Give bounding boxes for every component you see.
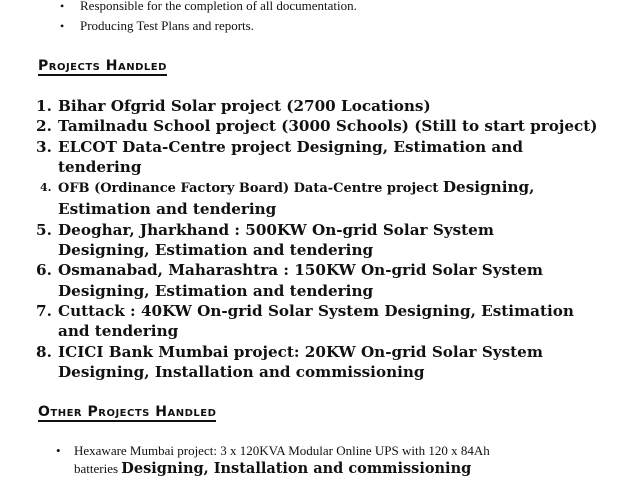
item-text: Cuttack : 40KW On-grid Solar System Designing, Estimation <box>58 301 574 320</box>
list-item-text: Hexaware Mumbai project: 3 x 120KVA Modular Online UPS with 120 x 84Ah <box>74 443 490 458</box>
projects-heading: Projects Handled <box>38 58 167 74</box>
list-item <box>60 0 357 16</box>
item-text: Deoghar, Jharkhand : 500KW On-grid Solar System <box>58 220 494 239</box>
bullet-icon: • <box>56 443 61 458</box>
list-item-text: Producing Test Plans and reports. <box>80 18 254 33</box>
list-item <box>60 16 357 36</box>
item-text: ELCOT Data-Centre project Designing, Estimation and <box>58 137 523 156</box>
item-text: Designing, <box>442 178 535 197</box>
item-number: 7. <box>36 301 52 320</box>
item-number: 4. <box>40 181 52 195</box>
list-item-text: batteries <box>74 461 122 476</box>
item-text: OFB (Ordinance Factory Board) Data-Centre project <box>58 181 443 197</box>
item-text: Osmanabad, Maharashtra : 150KW On-grid Solar System <box>58 261 543 280</box>
projects-list <box>36 96 636 382</box>
project-item <box>36 260 636 301</box>
item-number: 1. <box>36 97 52 115</box>
item-text: Designing, Installation and commissioning <box>58 362 425 381</box>
bullet-icon: • <box>60 0 65 13</box>
item-text: Bihar Ofgrid Solar project (2700 Locations) <box>58 97 431 115</box>
list-item-text: Responsible for the completion of all documentation. <box>80 0 357 13</box>
project-item <box>36 177 636 220</box>
item-text: Tamilnadu School project (3000 Schools) (Still to start project) <box>58 117 598 136</box>
list-item-bold-text: Designing, Installation and commissioning <box>121 460 472 477</box>
project-item <box>36 96 636 116</box>
project-item <box>36 220 636 261</box>
item-text: and tendering <box>58 322 179 341</box>
item-number: 2. <box>36 117 52 136</box>
responsibilities-list <box>60 0 357 36</box>
project-item <box>36 342 636 383</box>
item-number: 3. <box>36 137 52 156</box>
project-item <box>36 116 636 136</box>
item-text: tendering <box>58 157 142 176</box>
other-projects-list <box>56 442 636 478</box>
list-item <box>56 442 636 478</box>
project-item <box>36 301 636 342</box>
item-number: 6. <box>36 261 52 280</box>
bullet-icon: • <box>60 19 65 33</box>
other-projects-heading: Other Projects Handled <box>38 404 217 420</box>
item-number: 5. <box>36 220 52 239</box>
item-text: Estimation and tendering <box>58 200 277 219</box>
project-item <box>36 137 636 178</box>
item-text: Designing, Estimation and tendering <box>58 241 374 260</box>
item-text: Designing, Estimation and tendering <box>58 281 374 300</box>
item-text: ICICI Bank Mumbai project: 20KW On-grid Solar System <box>58 342 543 361</box>
item-number: 8. <box>36 342 52 361</box>
